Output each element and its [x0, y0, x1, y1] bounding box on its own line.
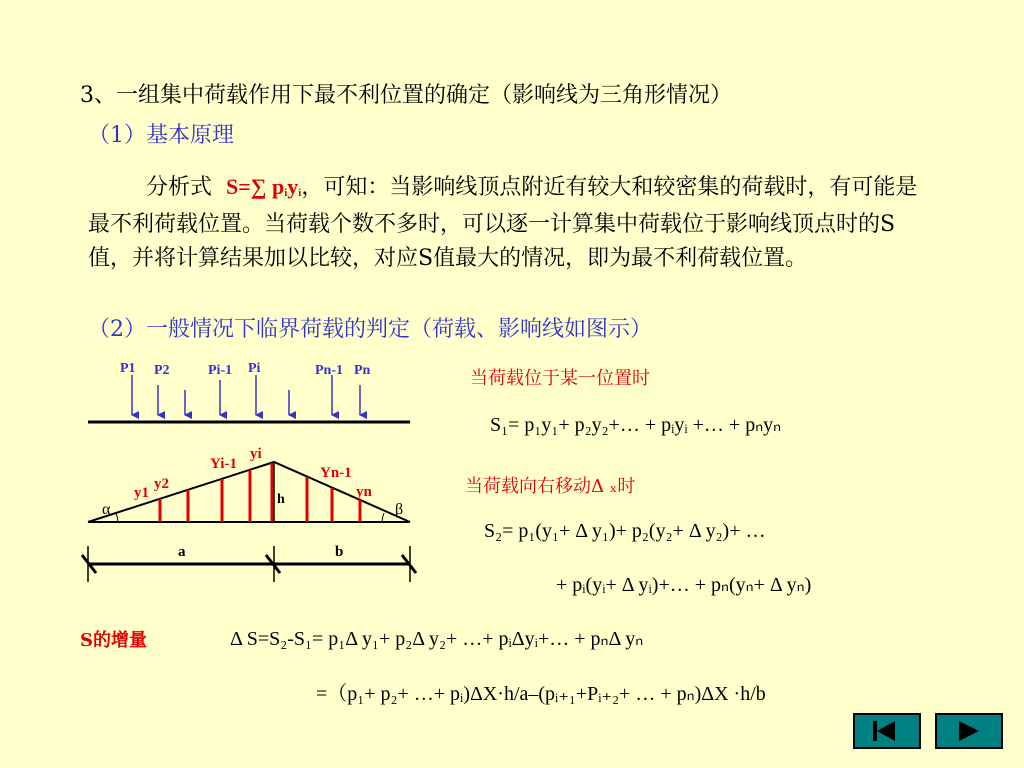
angle-beta: β — [395, 501, 404, 518]
para-text: ，可知：当影响线顶点附近有较大和较密集的荷载时，有可能是最不利荷载位置。当荷载个数不多时，可以逐一计算集中荷载位于影响线顶点时的S值，并将计算结果加以比较，对应S值最大的情况，即为最不利荷载位置。 — [88, 175, 918, 271]
para-prefix: 分析式 — [146, 175, 213, 200]
load-arrows — [132, 375, 360, 415]
ordinate-label-yi-1: Yi-1 — [210, 456, 237, 472]
equation-delta-s-expanded: =（p₁+ p₂+ …+ pᵢ)ΔX·h/a–(pᵢ₊₁+Pᵢ₊₂+ … + pₙ)ΔX ·h/b — [316, 683, 766, 705]
load-influence-diagram — [60, 350, 440, 590]
case-2-label: 当荷载向右移动Δ ₓ时 — [465, 476, 636, 497]
next-slide-button[interactable] — [935, 713, 1003, 749]
next-slide-icon — [947, 719, 991, 743]
load-label-pn-1: Pn-1 — [315, 363, 343, 378]
ordinate-label-y2: y2 — [154, 476, 169, 492]
equation-s2-line-2: + pᵢ(yᵢ+ Δ yᵢ)+… + pₙ(yₙ+ Δ yₙ) — [556, 574, 812, 596]
increment-label: S的增量 — [80, 630, 147, 651]
first-slide-button[interactable] — [853, 713, 921, 749]
span-label-a: a — [178, 544, 186, 560]
ordinate-label-yn-1: Yn-1 — [320, 465, 352, 481]
load-label-p1: P1 — [120, 361, 136, 376]
slide-title: 3、一组集中荷载作用下最不利位置的确定（影响线为三角形情况） — [80, 83, 732, 108]
height-label-h: h — [277, 492, 285, 507]
first-slide-icon — [865, 719, 909, 743]
angle-alpha: α — [102, 501, 111, 518]
equation-delta-s: Δ S=S₂-S₁= p₁Δ y₁+ p₂Δ y₂+ …+ pᵢΔyᵢ+… + pₙΔ yₙ — [230, 628, 644, 650]
ordinate-label-y1: y1 — [134, 485, 149, 501]
ordinate-label-yi: yi — [250, 446, 262, 462]
span-label-b: b — [335, 544, 344, 560]
ordinate-label-yn: yn — [356, 484, 372, 500]
equation-s2-line-1: S₂= p₁(y₁+ Δ y₁)+ p₂(y₂+ Δ y₂)+ … — [484, 520, 766, 542]
formula-s: S=∑ $p_iy_i$ — [226, 174, 302, 199]
dimension-line — [82, 555, 416, 573]
section-2-heading: （2）一般情况下临界荷载的判定（荷载、影响线如图示） — [88, 317, 652, 342]
load-label-p2: P2 — [154, 363, 170, 378]
equation-s1: S₁= p₁y₁+ p₂y₂+… + pᵢyᵢ +… + pₙyₙ — [490, 414, 782, 436]
section-1-heading: （1）基本原理 — [88, 123, 234, 148]
load-label-pi-1: Pi-1 — [208, 363, 233, 378]
case-1-label: 当荷载位于某一位置时 — [470, 368, 650, 389]
load-label-pn: Pn — [354, 363, 371, 378]
principle-paragraph — [88, 170, 928, 276]
load-label-pi: Pi — [248, 361, 261, 376]
